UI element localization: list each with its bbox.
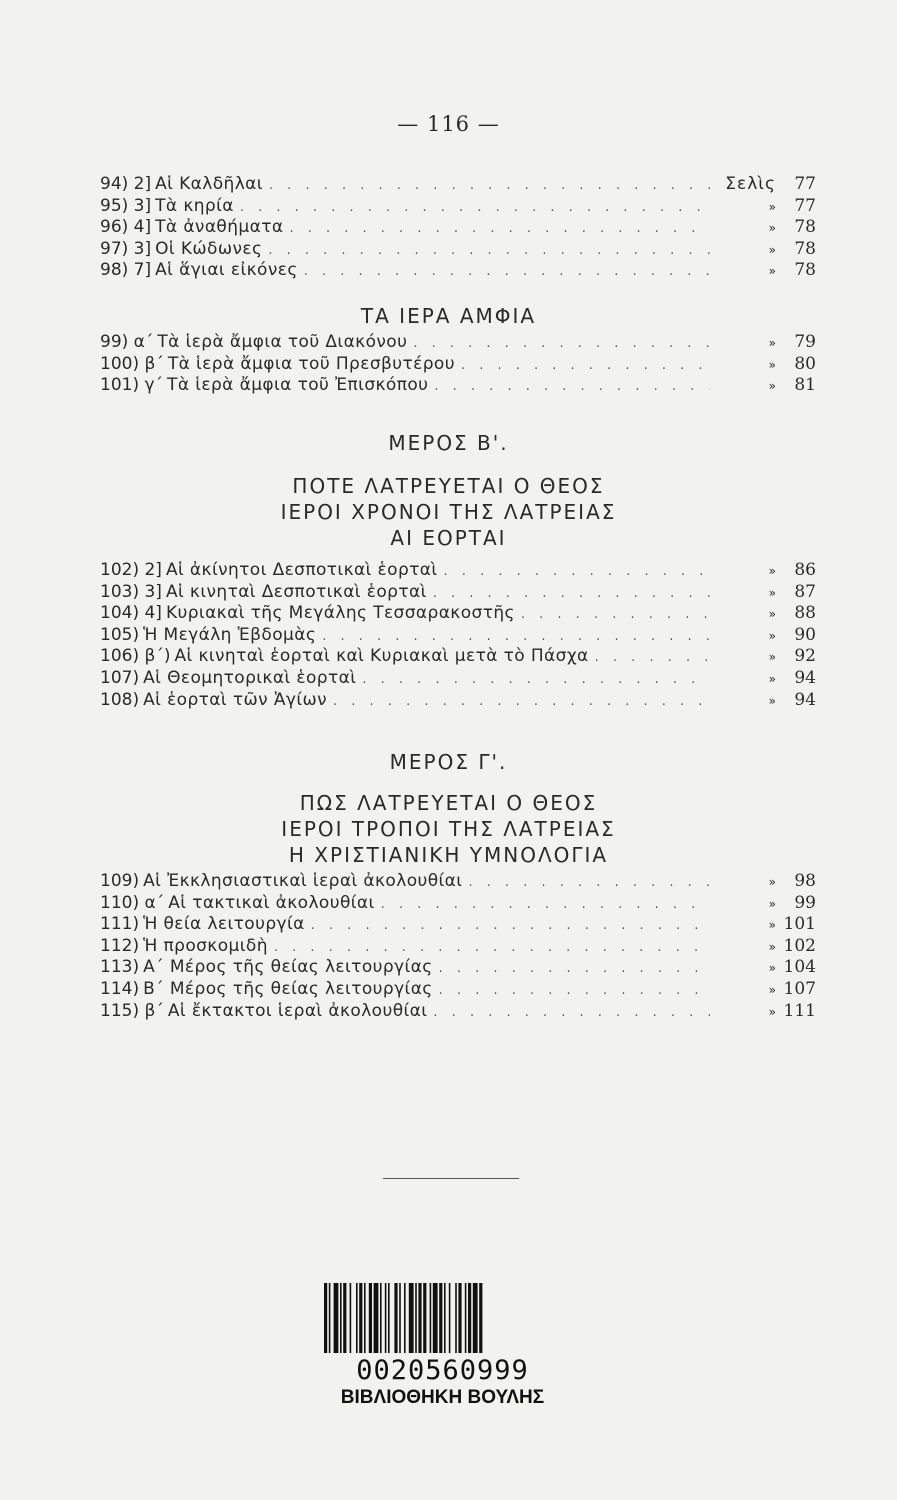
- toc-entry: [100, 646, 816, 668]
- entry-number: 114): [100, 978, 140, 999]
- part-b-title: ΜΕΡΟΣ Β'.: [388, 431, 509, 455]
- ditto-mark: »: [768, 585, 776, 600]
- entry-title: Αἱ ἅγιαι εἰκόνες: [155, 260, 298, 281]
- toc-entry: [100, 914, 816, 936]
- entry-number: 95) 3]: [100, 195, 152, 216]
- ditto-mark: »: [768, 379, 776, 394]
- barcode-digits: 0020560999: [356, 1355, 529, 1386]
- section-heading-amfia: ΤΑ ΙΕΡΑ ΑΜΦΙΑ: [360, 304, 537, 328]
- entry-number: 107): [100, 667, 140, 688]
- ditto-mark: »: [768, 671, 776, 686]
- entry-title: Αἱ κινηταὶ Δεσποτικαὶ ἑορταὶ: [165, 581, 427, 602]
- toc-group-1: [100, 174, 816, 282]
- leader-dots: [444, 561, 710, 583]
- ditto-mark: »: [768, 918, 776, 933]
- ditto-mark: »: [768, 607, 776, 622]
- entry-title: Τὰ ἀναθήματα: [155, 217, 284, 238]
- toc-entry: [100, 893, 816, 915]
- entry-title: Β΄ Μέρος τῆς θείας λειτουργίας: [143, 978, 433, 999]
- closing-rule: [383, 1178, 519, 1179]
- ditto-mark: »: [768, 693, 776, 708]
- toc-group-4: [100, 871, 816, 1022]
- entry-title: Αἱ ἔκτακτοι ἱεραὶ ἀκολουθίαι: [167, 1000, 428, 1021]
- toc-entry: [100, 871, 816, 893]
- entry-title: Αἱ Καλδῆλαι: [155, 174, 263, 194]
- toc-entry: [100, 979, 816, 1001]
- entry-page: 92: [794, 646, 816, 667]
- ditto-mark: »: [768, 336, 776, 350]
- entry-page: 77: [794, 195, 816, 216]
- entry-page: 94: [794, 689, 816, 710]
- entry-number: 102) 2]: [100, 560, 162, 580]
- entry-title: Αἱ Θεομητορικαὶ ἑορταὶ: [143, 667, 357, 688]
- part-c-title: ΜΕΡΟΣ Γ'.: [389, 750, 508, 774]
- ditto-mark: »: [768, 628, 776, 643]
- entry-page: 80: [794, 353, 816, 374]
- part-c-line-3: Η ΧΡΙΣΤΙΑΝΙΚΗ ΥΜΝΟΛΟΓΙΑ: [288, 843, 609, 867]
- ditto-mark: »: [768, 982, 776, 997]
- toc-entry: [100, 936, 816, 958]
- entry-title: Τὰ ἱερὰ ἄμφια τοῦ Διακόνου: [157, 332, 408, 352]
- entry-title: Οἱ Κώδωνες: [155, 238, 263, 259]
- part-b-line-1: ΠΟΤΕ ΛΑΤΡΕΥΕΤΑΙ Ο ΘΕΟΣ: [292, 474, 605, 498]
- leader-dots: [268, 240, 710, 262]
- entry-title: Τὰ ἱερὰ ἄμφια τοῦ Ἐπισκόπου: [167, 375, 429, 396]
- ditto-mark: »: [768, 221, 776, 236]
- toc-group-3: [100, 560, 816, 711]
- leader-dots: [333, 691, 710, 713]
- entry-number: 115) β΄: [100, 1000, 164, 1021]
- toc-entry: [100, 354, 816, 376]
- leader-dots: [439, 980, 710, 1002]
- toc-entry: [100, 196, 816, 218]
- ditto-mark: »: [768, 199, 776, 214]
- leader-dots: [289, 218, 710, 240]
- ditto-mark: »: [768, 1004, 776, 1019]
- entry-page: 102: [783, 935, 816, 956]
- leader-dots: [433, 1002, 710, 1024]
- entry-title: Κυριακαὶ τῆς Μεγάλης Τεσσαρακοστῆς: [165, 603, 515, 624]
- ditto-mark: »: [768, 939, 776, 954]
- leader-dots: [434, 376, 710, 398]
- entry-page: 104: [783, 957, 816, 978]
- leader-dots: [304, 261, 710, 283]
- barcode-icon: [324, 1283, 561, 1353]
- entry-page: 94: [794, 667, 816, 688]
- entry-number: 101) γ΄: [100, 375, 164, 396]
- entry-page: 78: [794, 217, 816, 238]
- entry-number: 109): [100, 871, 140, 891]
- entry-title: Ἡ Μεγάλη Ἑβδομὰς: [143, 624, 317, 645]
- ditto-mark: »: [768, 564, 776, 578]
- toc-entry: [100, 957, 816, 979]
- entry-page: 78: [794, 238, 816, 259]
- page-number: — 116 —: [397, 112, 500, 136]
- leader-dots: [439, 958, 710, 980]
- library-barcode: [316, 1283, 569, 1407]
- entry-title: Α΄ Μέρος τῆς θείας λειτουργίας: [143, 957, 433, 978]
- entry-number: 110) α΄: [100, 892, 165, 913]
- entry-title: Αἱ ἀκίνητοι Δεσποτικαὶ ἑορταὶ: [165, 560, 438, 580]
- entry-number: 100) β΄: [100, 353, 164, 374]
- entry-number: 106) β΄): [100, 646, 171, 667]
- ditto-mark: »: [768, 357, 776, 372]
- entry-title: Αἱ κινηταὶ ἑορταὶ καὶ Κυριακαὶ μετὰ τὸ Πάσχα: [174, 646, 589, 667]
- page-label: Σελὶς: [725, 174, 776, 194]
- entry-number: 105): [100, 624, 140, 645]
- entry-number: 104) 4]: [100, 603, 162, 624]
- entry-page: 81: [794, 375, 816, 396]
- entry-title: Αἱ Ἐκκλησιαστικαὶ ἱεραὶ ἀκολουθίαι: [143, 871, 463, 891]
- entry-number: 96) 4]: [100, 217, 152, 238]
- entry-page: 107: [783, 978, 816, 999]
- toc-entry: [100, 174, 816, 196]
- toc-group-2: [100, 332, 816, 397]
- toc-entry: [100, 603, 816, 625]
- part-c-line-2: ΙΕΡΟΙ ΤΡΟΠΟΙ ΤΗΣ ΛΑΤΡΕΙΑΣ: [281, 817, 616, 841]
- entry-number: 112): [100, 935, 140, 956]
- entry-page: 88: [794, 603, 816, 624]
- leader-dots: [274, 937, 710, 959]
- leader-dots: [468, 872, 710, 894]
- leader-dots: [362, 669, 710, 691]
- leader-dots: [433, 583, 710, 605]
- entry-title: Τὰ ἱερὰ ἄμφια τοῦ Πρεσβυτέρου: [167, 353, 455, 374]
- entry-page: 78: [794, 260, 816, 281]
- entry-number: 111): [100, 914, 140, 935]
- entry-page: 90: [794, 624, 816, 645]
- entry-title: Ἡ προσκομιδὴ: [143, 935, 268, 956]
- entry-page: 77: [794, 174, 816, 194]
- toc-entry: [100, 260, 816, 282]
- entry-title: Ἡ θεία λειτουργία: [143, 914, 305, 935]
- ditto-mark: »: [768, 650, 776, 665]
- leader-dots: [311, 915, 710, 937]
- ditto-mark: »: [768, 896, 776, 911]
- entry-number: 99) α΄: [100, 332, 154, 352]
- part-b-line-3: ΑΙ ΕΟΡΤΑΙ: [390, 526, 507, 550]
- toc-entry: [100, 375, 816, 397]
- leader-dots: [322, 626, 710, 648]
- entry-number: 98) 7]: [100, 260, 152, 281]
- toc-entry: [100, 217, 816, 239]
- entry-number: 108): [100, 689, 140, 710]
- toc-entry: [100, 690, 816, 712]
- entry-number: 97) 3]: [100, 238, 152, 259]
- entry-title: Αἱ τακτικαὶ ἀκολουθίαι: [168, 892, 375, 913]
- barcode-library-label: ΒΙΒΛΙΟΘΗΚΗ ΒΟΥΛΗΣ: [340, 1387, 545, 1408]
- entry-page: 111: [783, 1000, 816, 1021]
- ditto-mark: »: [768, 875, 776, 889]
- entry-page: 99: [794, 892, 816, 913]
- leader-dots: [521, 604, 710, 626]
- toc-entry: [100, 560, 816, 582]
- leader-dots: [381, 894, 710, 916]
- entry-number: 113): [100, 957, 140, 978]
- toc-entry: [100, 582, 816, 604]
- part-b-line-2: ΙΕΡΟΙ ΧΡΟΝΟΙ ΤΗΣ ΛΑΤΡΕΙΑΣ: [280, 500, 617, 524]
- ditto-mark: »: [768, 242, 776, 257]
- entry-page: 101: [783, 914, 816, 935]
- leader-dots: [461, 355, 710, 377]
- part-c-line-1: ΠΩΣ ΛΑΤΡΕΥΕΤΑΙ Ο ΘΕΟΣ: [299, 791, 598, 815]
- ditto-mark: »: [768, 961, 776, 976]
- entry-page: 87: [794, 581, 816, 602]
- entry-page: 79: [794, 332, 816, 352]
- toc-entry: [100, 668, 816, 690]
- toc-entry: [100, 1001, 816, 1023]
- entry-page: 98: [794, 871, 816, 891]
- toc-entry: [100, 332, 816, 354]
- ditto-mark: »: [768, 264, 776, 279]
- leader-dots: [413, 333, 710, 355]
- toc-entry: [100, 625, 816, 647]
- entry-page: 86: [794, 560, 816, 580]
- entry-title: Τὰ κηρία: [155, 195, 234, 216]
- entry-number: 103) 3]: [100, 581, 162, 602]
- leader-dots: [595, 647, 710, 669]
- entry-number: 94) 2]: [100, 174, 152, 194]
- leader-dots: [240, 197, 710, 219]
- leader-dots: [269, 175, 710, 197]
- toc-entry: [100, 239, 816, 261]
- entry-title: Αἱ ἑορταὶ τῶν Ἁγίων: [143, 689, 328, 710]
